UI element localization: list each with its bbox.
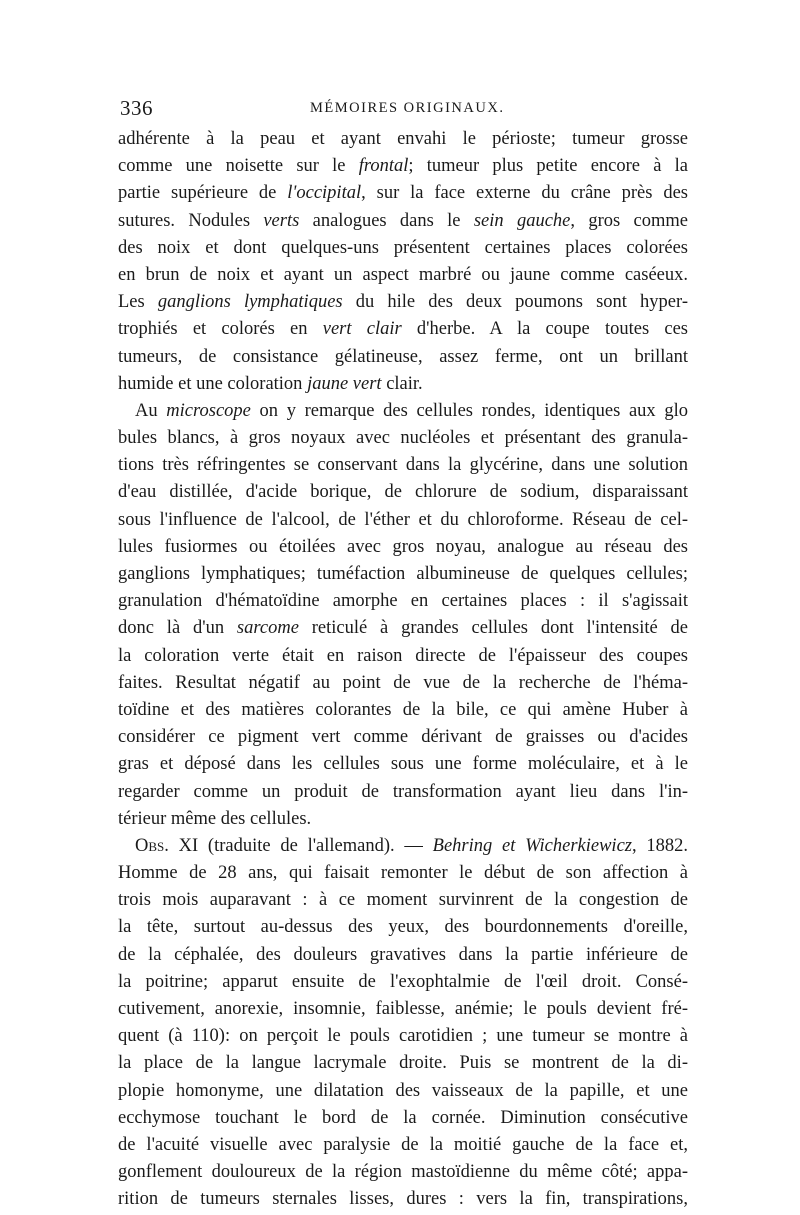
- text-line: [118, 479, 688, 506]
- text-line: [118, 779, 688, 806]
- text-segment: on y remarque des cellules rondes, identiques aux glo: [250, 400, 688, 421]
- text-line: [118, 180, 688, 207]
- text-segment: Au: [135, 400, 167, 421]
- italic-text: vert clair: [322, 319, 402, 340]
- text-line: [118, 344, 688, 371]
- text-segment: comme une noisette sur le: [118, 156, 359, 177]
- text-line: [118, 914, 688, 941]
- text-segment: bules blancs, à gros noyaux avec nucléoles et présentant des granula-: [118, 428, 688, 449]
- text-line: [118, 697, 688, 724]
- text-segment: faites. Resultat négatif au point de vue de la recherche de l'héma-: [118, 672, 688, 693]
- small-caps-text: Obs.: [135, 835, 169, 856]
- text-segment: d'eau distillée, d'acide borique, de chlorure de sodium, disparaissant: [118, 482, 688, 503]
- text-segment: adhérente à la peau et ayant envahi le périoste; tumeur grosse: [118, 129, 688, 149]
- italic-text: frontal: [358, 156, 409, 177]
- text-line: [118, 507, 688, 534]
- italic-text: l'occipital: [287, 183, 362, 204]
- text-line: [118, 208, 688, 235]
- text-line: [118, 1023, 688, 1050]
- text-line: [118, 153, 688, 180]
- text-segment: gonflement douloureux de la région mastoïdienne du même côté; appa-: [118, 1162, 688, 1183]
- text-segment: granulation d'hématoïdine amorphe en certaines places : il s'agissait: [118, 591, 688, 612]
- text-line: [118, 1050, 688, 1077]
- text-segment: toïdine et des matières colorantes de la bile, ce qui amène Huber à: [118, 699, 688, 720]
- text-segment: donc là d'un: [118, 618, 237, 639]
- text-segment: , gros comme: [570, 210, 688, 231]
- italic-text: ganglions lymphatiques: [157, 292, 343, 313]
- text-line: [118, 996, 688, 1023]
- text-line: [118, 942, 688, 969]
- page-number: 336: [120, 96, 153, 120]
- text-segment: , sur la face externe du crâne près des: [361, 183, 688, 204]
- text-segment: rition de tumeurs sternales lisses, dures : vers la fin, transpirations,: [118, 1189, 688, 1210]
- text-line: [118, 289, 688, 316]
- text-line: [118, 1078, 688, 1105]
- body-text: [118, 126, 688, 1214]
- text-line: [118, 860, 688, 887]
- text-segment: Homme de 28 ans, qui faisait remonter le début de son affection à: [118, 863, 688, 884]
- text-segment: tumeurs, de consistance gélatineuse, assez ferme, ont un brillant: [118, 346, 688, 367]
- text-segment: la tête, surtout au-dessus des yeux, des bourdonnements d'oreille,: [118, 917, 688, 938]
- text-line: [118, 561, 688, 588]
- text-segment: en brun de noix et ayant un aspect marbré ou jaune comme caséeux.: [118, 264, 688, 285]
- text-segment: ecchymose touchant le bord de la cornée. Diminution consécutive: [118, 1107, 688, 1128]
- text-segment: la place de la langue lacrymale droite. Puis se montrent de la di-: [118, 1053, 688, 1074]
- text-line: [118, 588, 688, 615]
- text-segment: reticulé à grandes cellules dont l'intensité de: [298, 618, 689, 639]
- text-segment: tions très réfringentes se conservant dans la glycérine, dans une solution: [118, 455, 688, 476]
- text-line: [118, 670, 688, 697]
- text-line: [118, 643, 688, 670]
- text-segment: regarder comme un produit de transformation ayant lieu dans l'in-: [118, 781, 688, 802]
- text-segment: humide et une coloration: [118, 373, 308, 394]
- text-line: [118, 534, 688, 561]
- text-segment: de l'acuité visuelle avec paralysie de la moitié gauche de la face et,: [118, 1134, 688, 1155]
- text-segment: sutures. Nodules: [118, 210, 264, 231]
- running-header: [120, 96, 695, 126]
- text-segment: partie supérieure de: [118, 183, 288, 204]
- text-line: [118, 1159, 688, 1186]
- text-segment: lules fusiormes ou étoilées avec gros noyau, analogue au réseau des: [118, 536, 688, 557]
- text-segment: Les: [118, 292, 158, 313]
- text-line: [118, 724, 688, 751]
- text-line: [118, 398, 688, 425]
- text-line: [118, 887, 688, 914]
- italic-text: sein gauche: [473, 210, 571, 231]
- text-segment: clair.: [381, 373, 423, 394]
- text-line: [118, 425, 688, 452]
- text-line: [118, 262, 688, 289]
- text-segment: de la céphalée, des douleurs gravatives dans la partie inférieure de: [118, 944, 688, 965]
- text-line: [118, 1105, 688, 1132]
- text-segment: gras et déposé dans les cellules sous une forme moléculaire, et à le: [118, 754, 688, 775]
- text-segment: du hile des deux poumons sont hyper-: [342, 292, 688, 313]
- text-line: [118, 806, 688, 833]
- text-segment: plopie homonyme, une dilatation des vaisseaux de la papille, et une: [118, 1080, 688, 1101]
- italic-text: sarcome: [236, 618, 299, 639]
- italic-text: jaune vert: [307, 373, 382, 394]
- text-line: [118, 615, 688, 642]
- text-line: [118, 833, 688, 860]
- italic-text: verts: [263, 210, 300, 231]
- text-segment: XI (traduite de l'allemand). —: [168, 835, 433, 856]
- text-segment: ganglions lymphatiques; tuméfaction albumineuse de quelques cellules;: [118, 564, 688, 584]
- text-line: [118, 316, 688, 343]
- text-segment: , 1882.: [631, 835, 688, 856]
- italic-text: microscope: [166, 400, 251, 421]
- text-segment: la poitrine; apparut ensuite de l'exophtalmie de l'œil droit. Consé-: [118, 971, 688, 992]
- text-segment: d'herbe. A la coupe toutes ces: [401, 319, 688, 340]
- text-line: [118, 1132, 688, 1159]
- text-segment: cutivement, anorexie, insomnie, faiblesse, anémie; le pouls devient fré-: [118, 999, 688, 1019]
- text-line: [118, 235, 688, 262]
- text-segment: la coloration verte était en raison directe de l'épaisseur des coupes: [118, 645, 688, 666]
- text-line: [118, 371, 688, 398]
- text-line: [118, 751, 688, 778]
- text-segment: trois mois auparavant : à ce moment survinrent de la congestion de: [118, 890, 688, 911]
- text-segment: térieur même des cellules.: [118, 808, 312, 829]
- text-segment: ; tumeur plus petite encore à la: [408, 156, 688, 177]
- text-segment: sous l'influence de l'alcool, de l'éther et du chloroforme. Réseau de cel-: [118, 509, 688, 530]
- text-line: [118, 1186, 688, 1213]
- text-line: [118, 969, 688, 996]
- italic-text: Behring et Wicherkiewicz: [432, 835, 632, 856]
- running-title: MÉMOIRES ORIGINAUX.: [310, 100, 505, 116]
- text-line: [118, 126, 688, 153]
- text-segment: quent (à 110): on perçoit le pouls carotidien ; une tumeur se montre à: [118, 1026, 688, 1047]
- text-line: [118, 452, 688, 479]
- text-segment: trophiés et colorés en: [118, 319, 323, 340]
- text-segment: considérer ce pigment vert comme dérivant de graisses ou d'acides: [118, 727, 688, 748]
- text-segment: des noix et dont quelques-uns présentent certaines places colorées: [118, 237, 688, 258]
- text-segment: analogues dans le: [299, 210, 474, 231]
